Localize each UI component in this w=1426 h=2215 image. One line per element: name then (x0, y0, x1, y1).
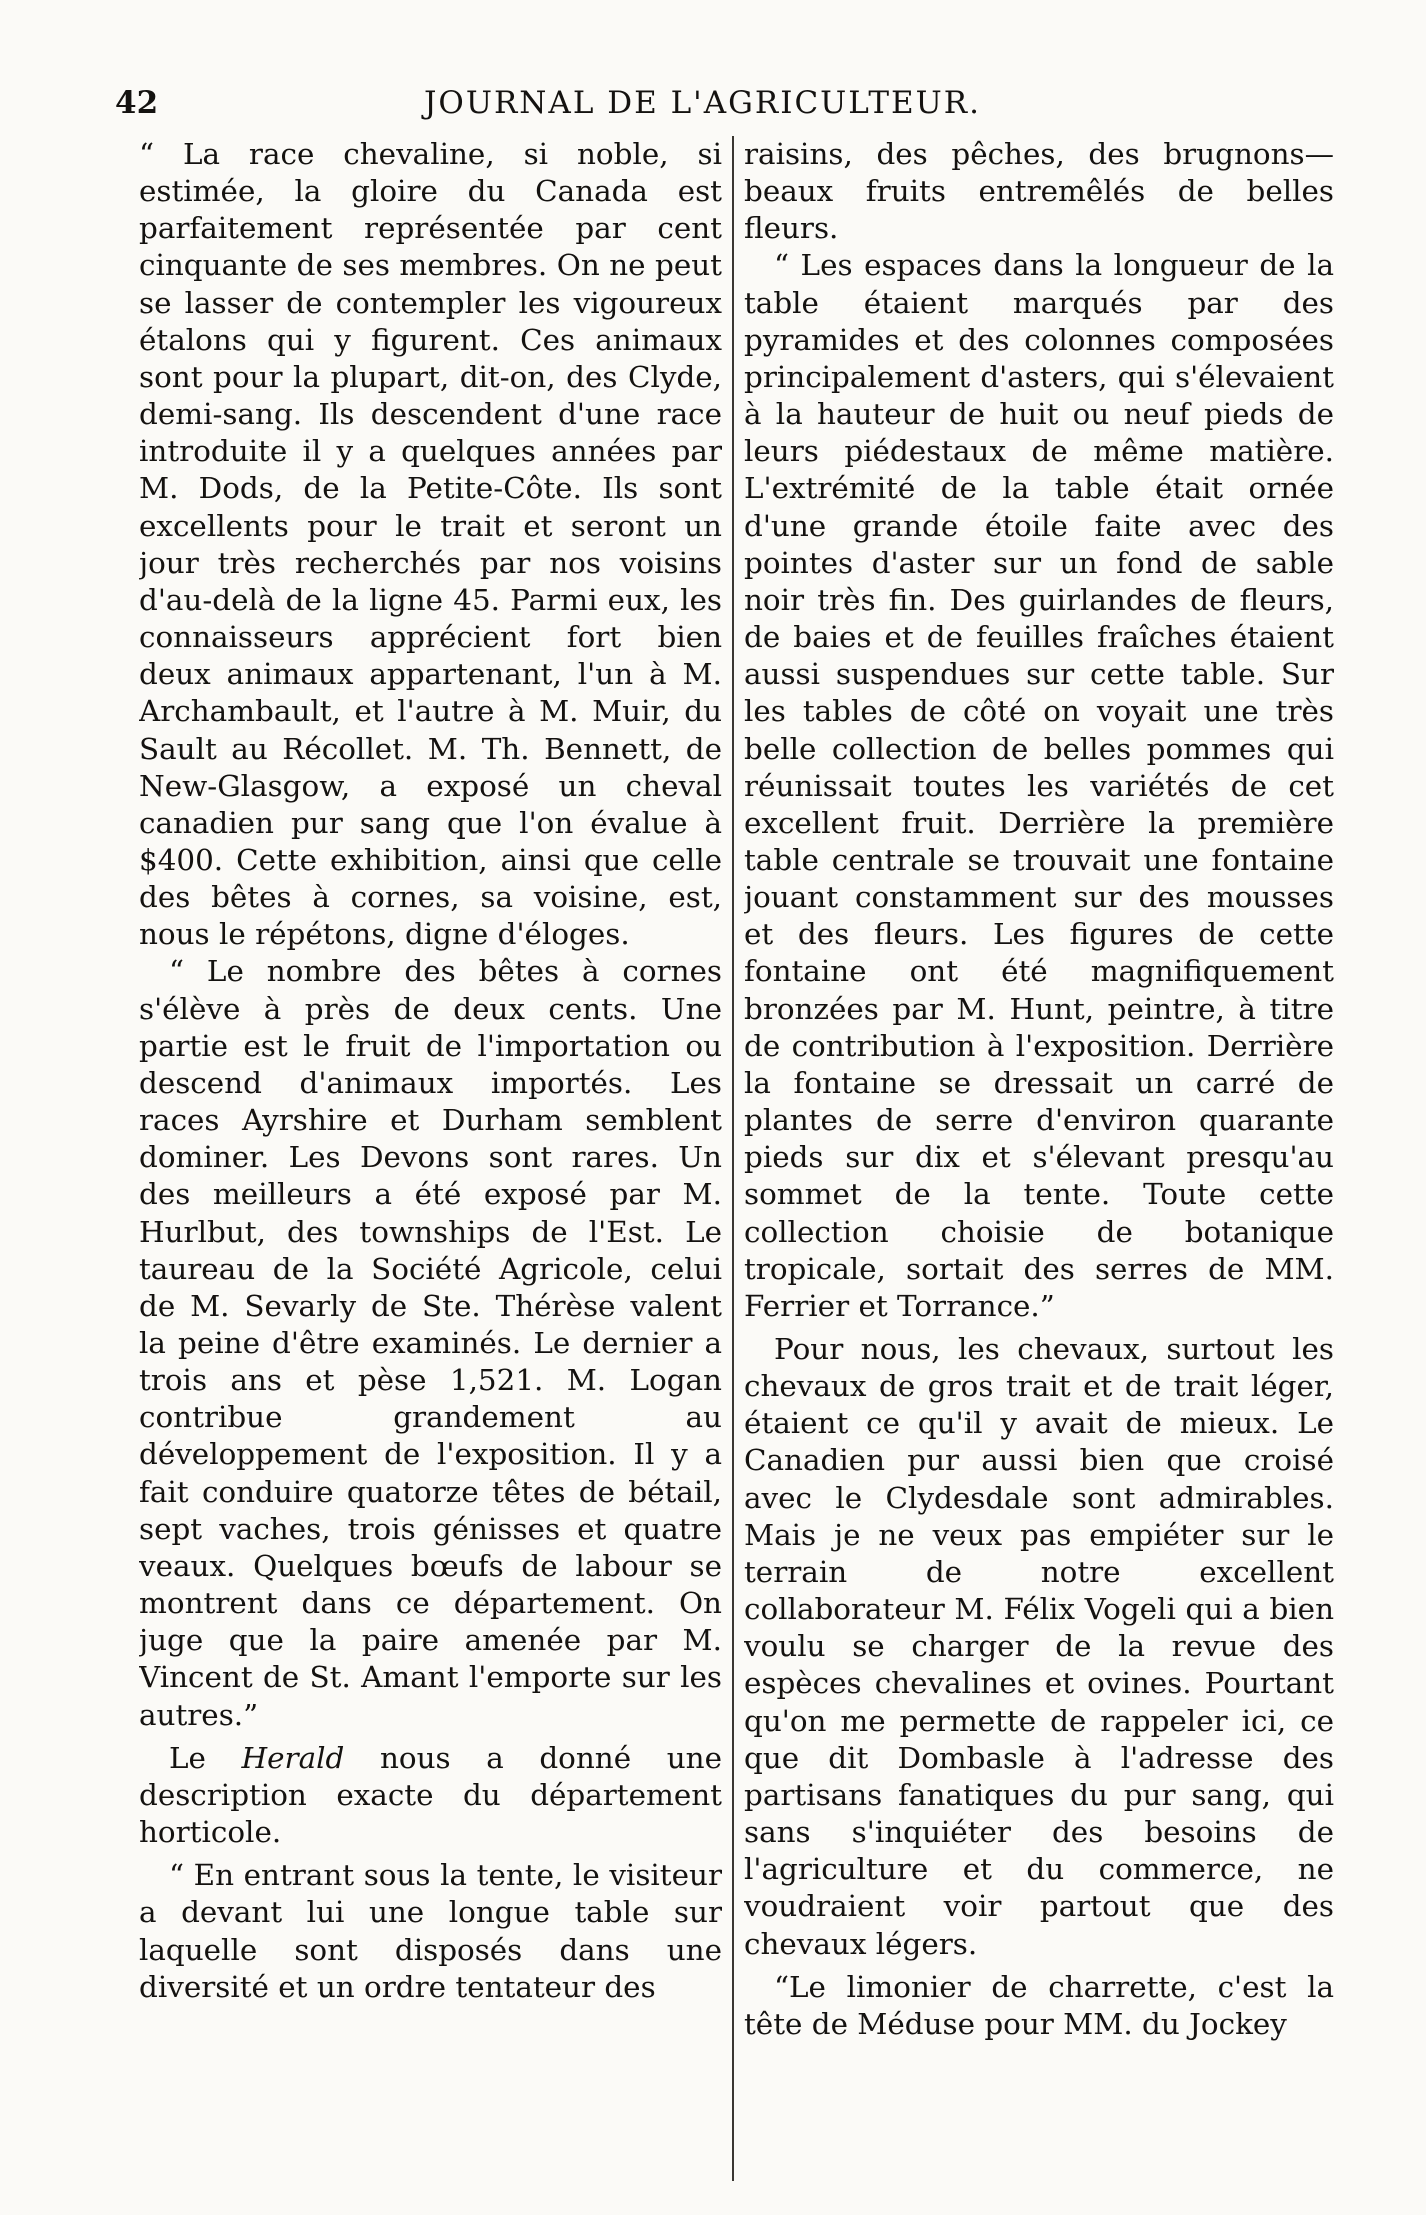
herald-before: Le (169, 1740, 242, 1775)
paragraph-herald (139, 1740, 722, 1851)
journal-title: JOURNAL DE L'AGRICULTEUR. (424, 85, 981, 121)
paragraph-opinion: Pour nous, les chevaux, surtout les chevaux de gros trait et de trait léger, étaient ce qu'il y avait de mieux. Le Canadien pur aussi bien que croisé avec le Clydesdale sont admirables. Mais je ne veux pas empiéter sur le terrain de notre excellent collaborateur M. Félix Vogeli qui a bien voulu se charger de la revue des espèces chevalines et ovines. Pourtant qu'on me permette de rappeler ici, ce que dit Dombasle à l'adresse des partisans fanatiques du pur sang, qui sans s'inquiéter des besoins de l'agriculture et du commerce, ne voudraient voir partout que des chevaux légers. (744, 1332, 1334, 1961)
paragraph-tent: “ En entrant sous la tente, le visiteur a devant lui une longue table sur laquelle sont disposés dans une diversité et un ordre tentateur des (139, 1858, 722, 2004)
paragraph-horses: “ La race chevaline, si noble, si estimée, la gloire du Canada est parfaitement représentée par cent cinquante de ses membres. On ne peut se lasser de contempler les vigoureux étalons qui y figurent. Ces animaux sont pour la plupart, dit-on, des Clyde, demi-sang. Ils descendent d'une race introduite il y a quelques années par M. Dods, de la Petite-Côte. Ils sont excellents pour le trait et seront un jour très recherchés par nos voisins d'au-delà de la ligne 45. Parmi eux, les connaisseurs apprécient fort bien deux animaux appartenant, l'un à M. Archambault, et l'autre à M. Muir, du Sault au Récollet. M. Th. Bennett, de New-Glasgow, a exposé un cheval canadien pur sang que l'on évalue à $400. Cette exhibition, ainsi que celle des bêtes à cornes, sa voisine, est, nous le répétons, digne d'éloges. (139, 137, 722, 952)
paragraph-quote: “Le limonier de charrette, c'est la tête de Méduse pour MM. du Jockey (744, 1969, 1334, 2041)
column-divider (732, 136, 734, 2181)
herald-after: nous a donné une description exacte du département horticole. (139, 1740, 722, 1850)
right-column (744, 136, 1334, 2181)
paragraph-table: “ Les espaces dans la longueur de la table étaient marqués par des pyramides et des colonnes composées principalement d'asters, qui s'élevaient à la hauteur de huit ou neuf pieds de leurs piédestaux de même matière. L'extrémité de la table était ornée d'une grande étoile faite avec des pointes d'aster sur un fond de sable noir très fin. Des guirlandes de fleurs, de baies et de feuilles fraîches étaient aussi suspendues sur cette table. Sur les tables de côté on voyait une très belle collection de belles pommes qui réunissait toutes les variétés de cet excellent fruit. Derrière la première table centrale se trouvait une fontaine jouant constamment sur des mousses et des fleurs. Les figures de cette fontaine ont été magnifiquement bronzées par M. Hunt, peintre, à titre de contribution à l'exposition. Derrière la fontaine se dressait un carré de plantes de serre d'environ quarante pieds sur dix et s'élevant presqu'au sommet de la tente. Toute cette collection choisie de botanique tropicale, sortait des serres de MM. Ferrier et Torrance.” (744, 248, 1334, 1323)
paragraph-cattle: “ Le nombre des bêtes à cornes s'élève à près de deux cents. Une partie est le fruit de l'importation ou descend d'animaux importés. Les races Ayrshire et Durham semblent dominer. Les Devons sont rares. Un des meilleurs a été exposé par M. Hurlbut, des townships de l'Est. Le taureau de la Société Agricole, celui de M. Sevarly de Ste. Thérèse valent la peine d'être examinés. Le dernier a trois ans et pèse 1,521. M. Logan contribue grandement au développement de l'exposition. Il y a fait conduire quatorze têtes de bétail, sept vaches, trois génisses et quatre veaux. Quelques bœufs de labour se montrent dans ce département. On juge que la paire amenée par M. Vincent de St. Amant l'emporte sur les autres.” (139, 954, 722, 1732)
page-number: 42 (115, 85, 159, 121)
left-column (139, 136, 722, 2181)
page-header (115, 80, 1330, 126)
herald-italic: Herald (241, 1740, 345, 1775)
paragraph-fruits: raisins, des pêches, des brugnons— beaux fruits entremêlés de belles fleurs. (744, 137, 1334, 246)
